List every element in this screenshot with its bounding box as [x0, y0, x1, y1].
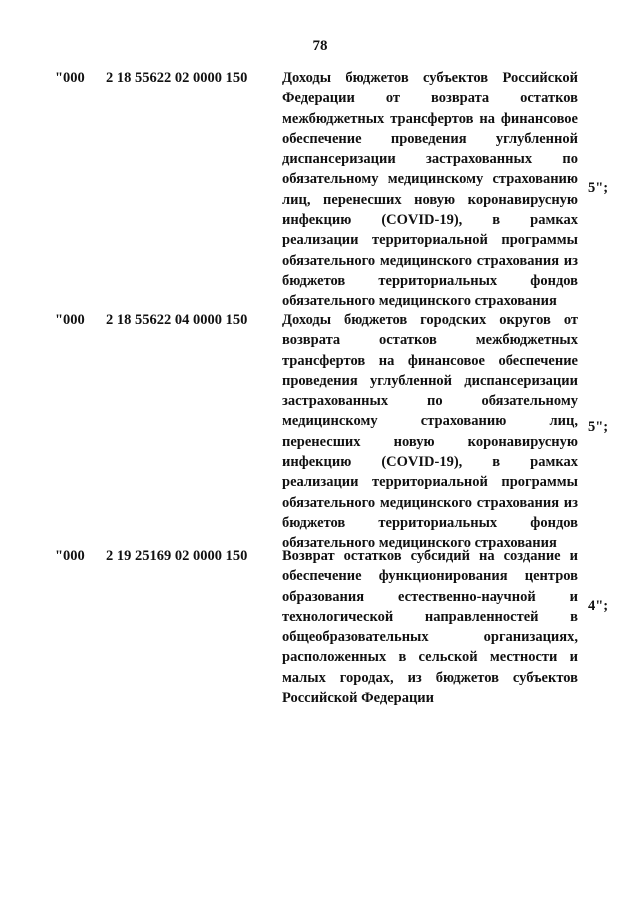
- entry-description: Возврат остатков субсидий на создание и обеспечение функционирования центров образования естественно-научной и технологической направленностей в общеобразовательных организациях, расположенных в сельской местности и малых городах, из бюджетов субъектов Российской Федерации: [282, 548, 578, 707]
- entry-amount: 5";: [588, 419, 609, 435]
- entry-kbk-code: 2 19 25169 02 0000 150: [106, 548, 248, 564]
- entry-amount: 4";: [588, 598, 609, 614]
- entry-description: Доходы бюджетов городских округов от возврата остатков межбюджетных трансфертов на финансовое обеспечение проведения углубленной диспансеризации застрахованных по обязательному медицинскому страхованию лиц, перенесших новую коронавирусную инфекцию (COVID-19), в рамках реализации территориальной программы обязательного медицинского страхования из бюджетов территориальных фондов обязательного медицинского страхования: [282, 312, 578, 552]
- entry-code: "000: [55, 70, 85, 86]
- entry-kbk-code: 2 18 55622 04 0000 150: [106, 312, 248, 328]
- entry-amount: 5";: [588, 180, 609, 196]
- entry-code: "000: [55, 548, 85, 564]
- entry-code: "000: [55, 312, 85, 328]
- entry-description: Доходы бюджетов субъектов Российской Федерации от возврата остатков межбюджетных трансфертов на финансовое обеспечение проведения углубленной диспансеризации застрахованных по обязательному медицинскому страхованию лиц, перенесших новую коронавирусную инфекцию (COVID-19), в рамках реализации территориальной программы обязательного медицинского страхования из бюджетов территориальных фондов обязательного медицинского страхования: [282, 70, 578, 310]
- page-number: 78: [312, 38, 328, 54]
- entry-kbk-code: 2 18 55622 02 0000 150: [106, 70, 248, 86]
